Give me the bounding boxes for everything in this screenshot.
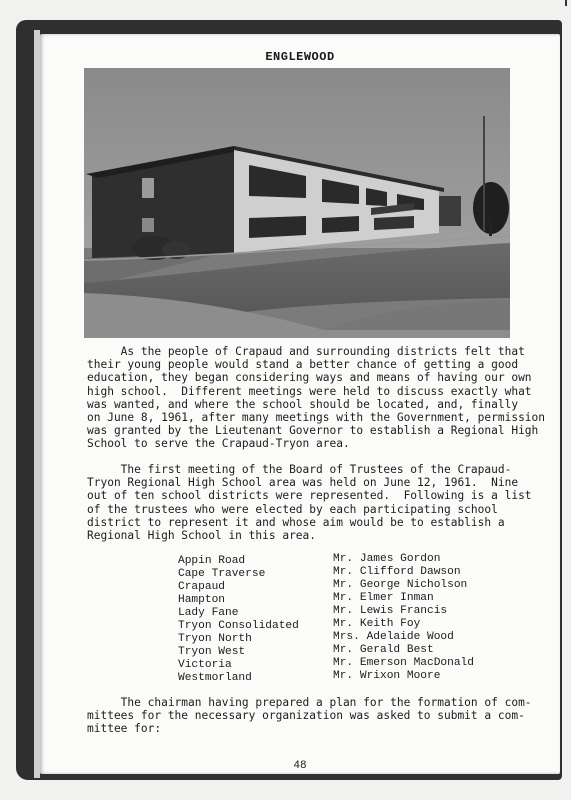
trustee-name: Mr. Gerald Best bbox=[333, 644, 434, 656]
district-name: Crapaud bbox=[178, 581, 225, 593]
district-name: Lady Fane bbox=[178, 607, 239, 619]
trustee-name: Mr. Lewis Francis bbox=[333, 605, 448, 617]
trustee-name: Mr. Emerson MacDonald bbox=[333, 657, 474, 669]
district-name: Cape Traverse bbox=[178, 568, 266, 580]
page-title: ENGLEWOOD bbox=[265, 50, 335, 64]
paragraph-history: As the people of Crapaud and surrounding districts felt that their young people would stand a better chance of getting a good education, they began considering ways and means of having our high school. Different meetings were held to discuss exactly was wanted, and where the school should be located, and, finally on June 8, 1961, after many meetings with the Government, permission was granted by the Lieutenant Governor to establish a Regional School to serve the Crapaud-Tryon area. bbox=[87, 345, 546, 451]
district-name: Westmorland bbox=[178, 672, 252, 684]
school-photo bbox=[84, 68, 510, 338]
scan-mark bbox=[565, 0, 567, 6]
district-name: Victoria bbox=[178, 659, 232, 671]
district-name: Hampton bbox=[178, 594, 225, 606]
district-name: Tryon Consolidated bbox=[178, 620, 299, 632]
district-name: Tryon North bbox=[178, 633, 252, 645]
trustee-name: Mr. Elmer Inman bbox=[333, 592, 434, 604]
district-name: Appin Road bbox=[178, 555, 246, 567]
trustee-name: Mr. George Nicholson bbox=[333, 579, 468, 591]
district-name: Tryon West bbox=[178, 646, 246, 658]
page-number: 48 bbox=[293, 760, 307, 772]
trustee-name: Mr. Clifford Dawson bbox=[333, 566, 461, 578]
paragraph-committees: The chairman having prepared a plan for the formation of mittees for the necessary organization was asked to submit a com- mittee for: bbox=[87, 696, 525, 736]
trustee-name: Mrs. Adelaide Wood bbox=[333, 631, 454, 643]
trustee-name: Mr. James Gordon bbox=[333, 553, 441, 565]
paragraph-board-meeting: The first meeting of the Board of Trustees of the Crapaud- Tryon Regional High School area was held on June 12, 1961. Nine out of ten school districts were represented. Following is a of the trustees who were elected by each participating school district to represent it and whose aim would be to establish a Regional High School in this area. bbox=[87, 463, 519, 543]
trustee-name: Mr. Keith Foy bbox=[333, 618, 421, 630]
trustee-name: Mr. Wrixon Moore bbox=[333, 670, 441, 682]
